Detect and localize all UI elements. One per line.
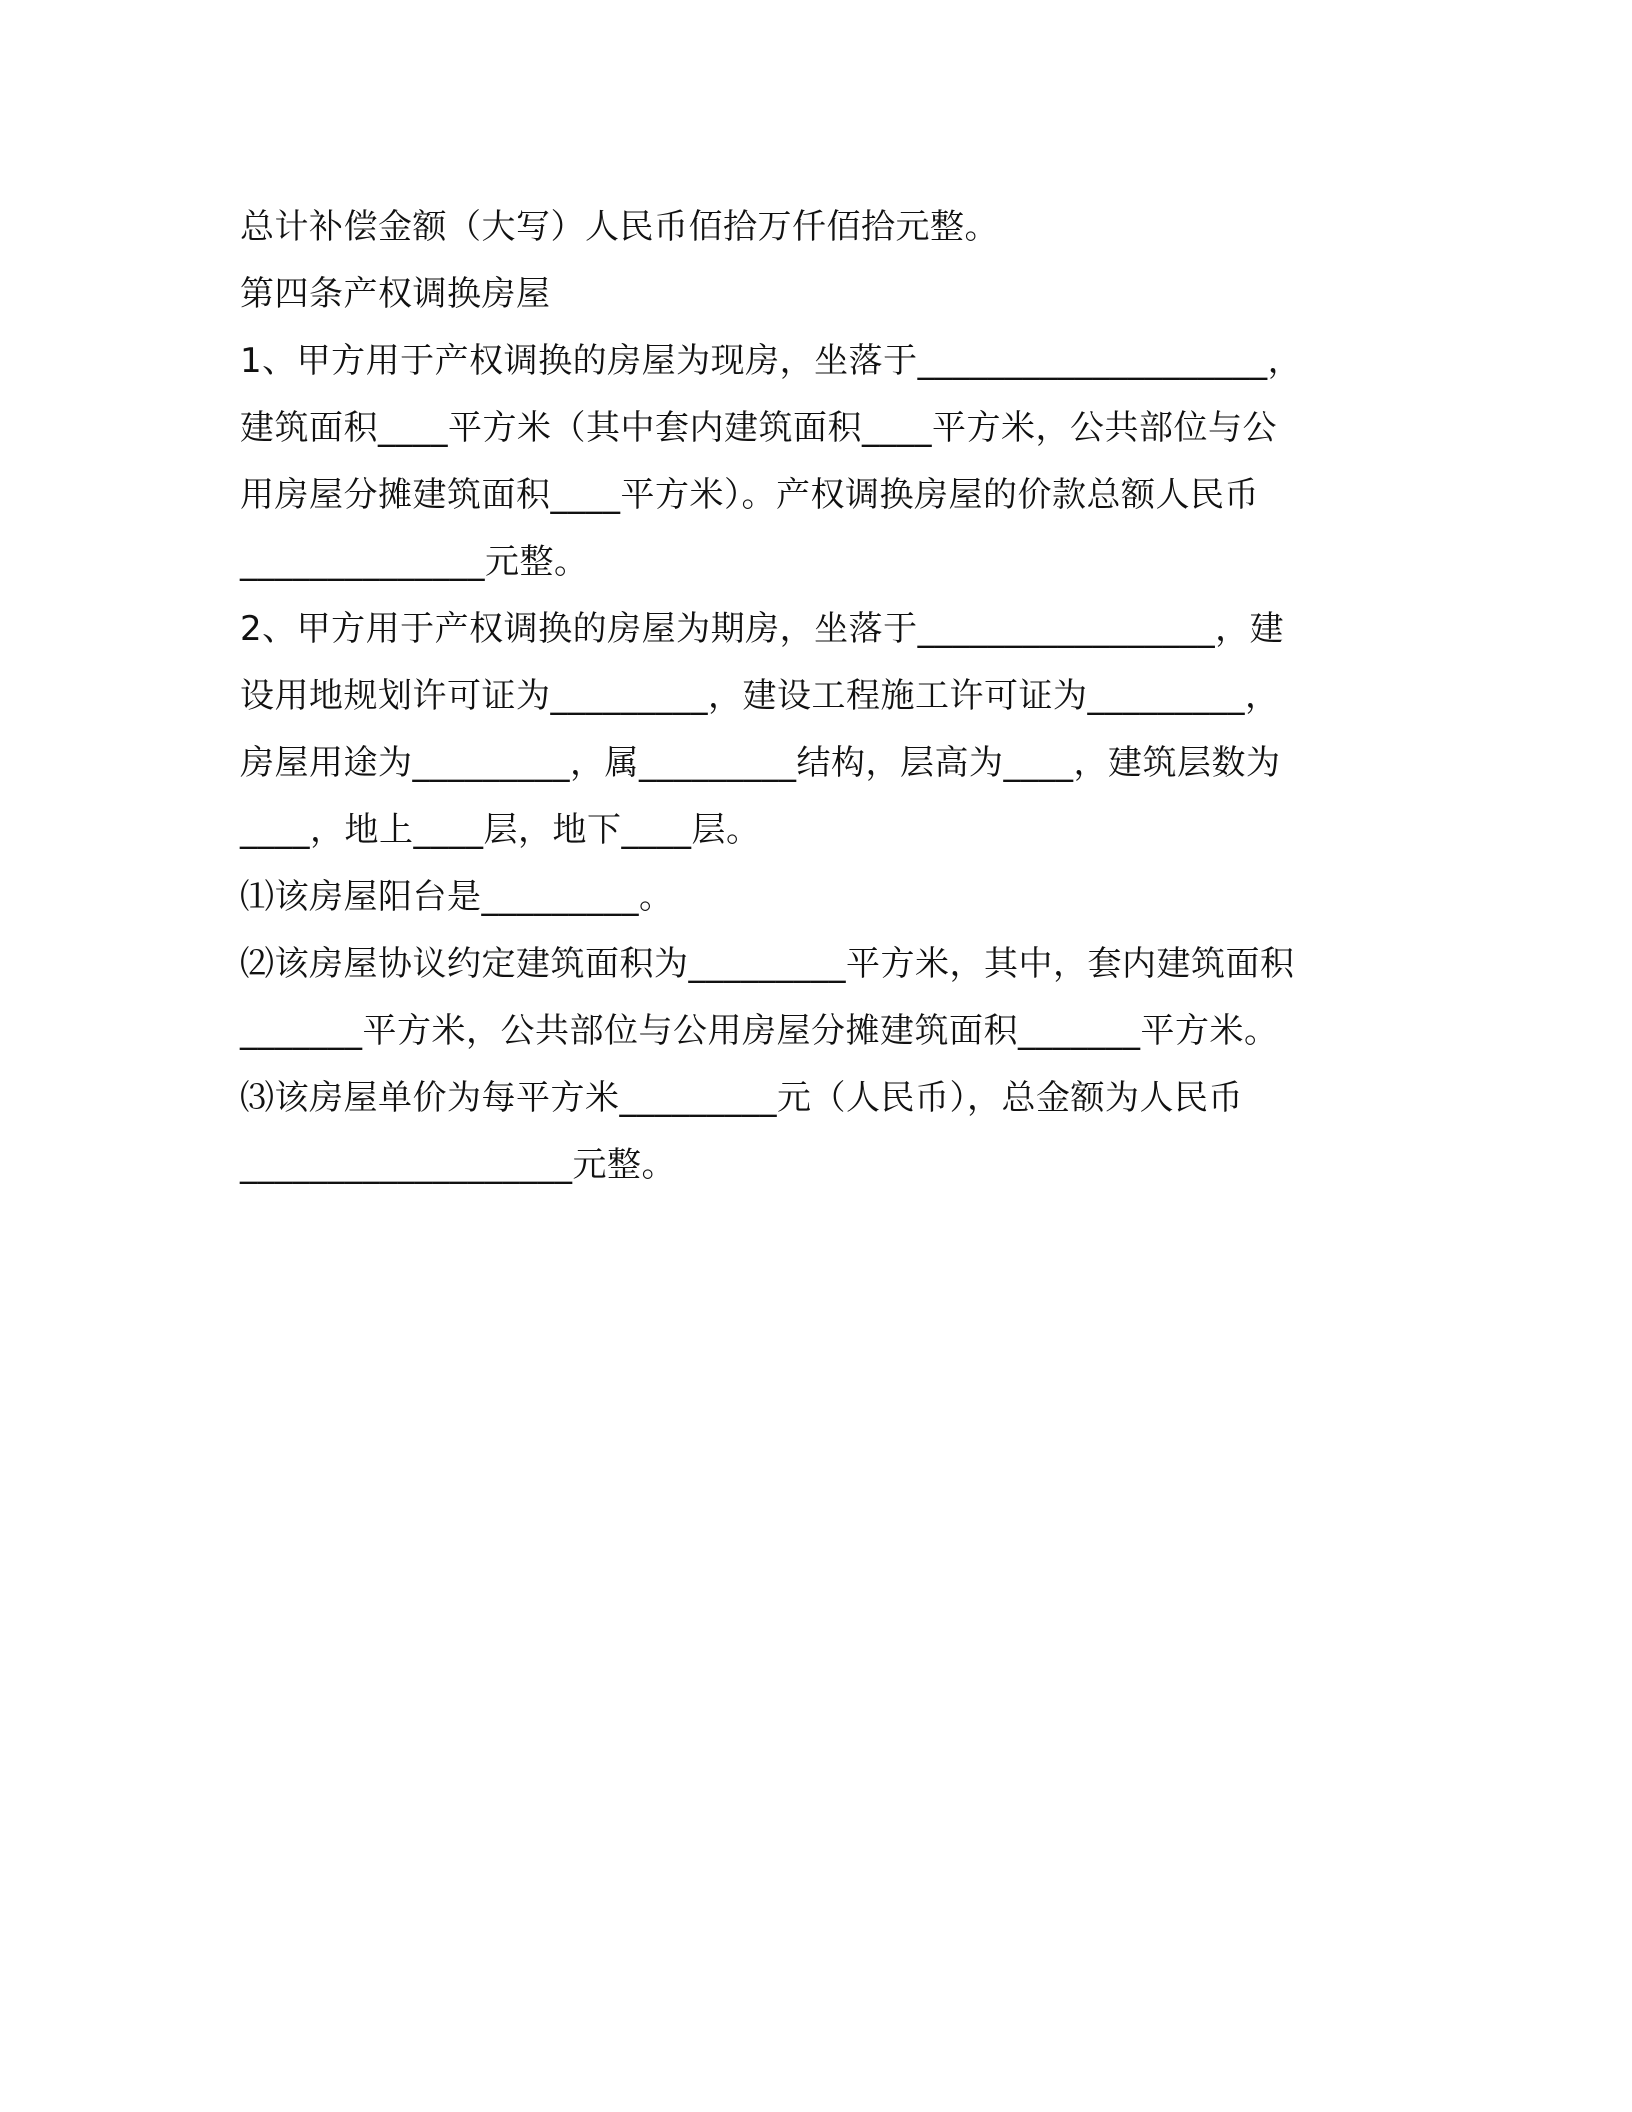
clause-1-line-1: 1、甲方用于产权调换的房屋为现房，坐落于____________________， — [240, 341, 1303, 381]
clause-2-line-4: ____，地上____层，地下____层。 — [240, 810, 761, 850]
article-four-heading: 第四条产权调换房屋 — [240, 274, 551, 314]
total-compensation-line: 总计补偿金额（大写）人民币佰拾万仟佰拾元整。 — [240, 207, 999, 247]
clause-2-line-3: 房屋用途为_________，属_________结构，层高为____，建筑层数为 — [240, 743, 1281, 783]
item-3-line-1: ⑶该房屋单价为每平方米_________元（人民币），总金额为人民币 — [240, 1078, 1243, 1118]
clause-1-line-4: ______________元整。 — [240, 542, 589, 582]
item-2-line-1: ⑵该房屋协议约定建筑面积为_________平方米，其中，套内建筑面积 — [240, 944, 1295, 984]
clause-1-line-3: 用房屋分摊建筑面积____平方米）。产权调换房屋的价款总额人民币 — [240, 475, 1259, 515]
clause-2-line-2: 设用地规划许可证为_________，建设工程施工许可证为_________， — [240, 676, 1280, 716]
document-body — [240, 194, 1390, 1199]
item-3-line-2: ___________________元整。 — [240, 1145, 676, 1185]
clause-1-line-2: 建筑面积____平方米（其中套内建筑面积____平方米，公共部位与公 — [240, 408, 1277, 448]
item-2-line-2: _______平方米，公共部位与公用房屋分摊建筑面积_______平方米。 — [240, 1011, 1279, 1051]
item-1-balcony: ⑴该房屋阳台是_________。 — [240, 877, 674, 917]
clause-2-line-1: 2、甲方用于产权调换的房屋为期房，坐落于_________________，建 — [240, 609, 1285, 649]
